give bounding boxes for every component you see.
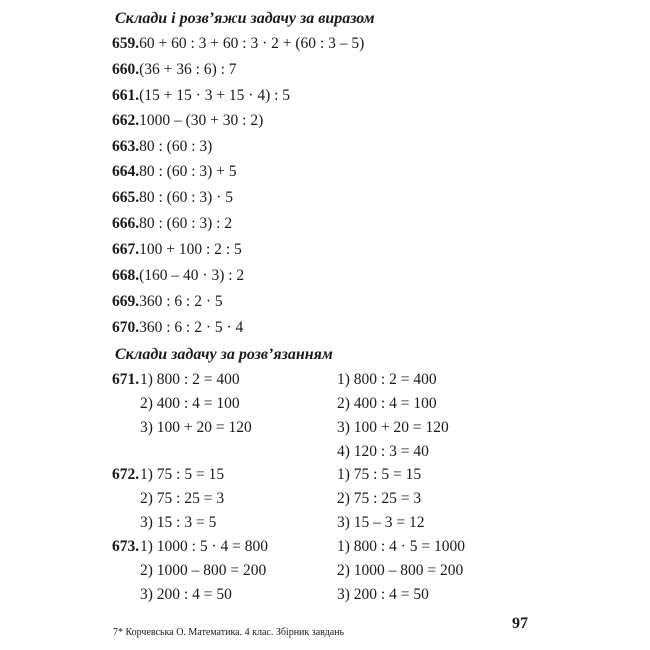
exercise-664 bbox=[112, 163, 237, 181]
exercise-672 bbox=[112, 466, 139, 484]
solution-step: 2) 400 : 4 = 100 bbox=[337, 395, 437, 412]
solution-step: 2) 1000 – 800 = 200 bbox=[140, 562, 267, 579]
solution-step: 2) 75 : 25 = 3 bbox=[337, 490, 422, 507]
solution-step: 4) 120 : 3 = 40 bbox=[337, 443, 429, 460]
exercise-number: 666. bbox=[112, 215, 140, 232]
exercise-number: 668. bbox=[112, 267, 140, 284]
exercise-668 bbox=[112, 267, 244, 285]
exercise-number: 662. bbox=[112, 112, 140, 129]
solution-step: 1) 75 : 5 = 15 bbox=[337, 466, 422, 483]
exercise-expression: 80 : (60 : 3) + 5 bbox=[139, 163, 237, 180]
exercise-number: 659. bbox=[112, 35, 140, 52]
exercise-666 bbox=[112, 215, 232, 233]
book-footer: 7* Корчевська О. Математика. 4 клас. Збірник завдань bbox=[113, 627, 345, 638]
exercise-expression: (36 + 36 : 6) : 7 bbox=[139, 61, 237, 78]
solution-step: 3) 200 : 4 = 50 bbox=[337, 586, 429, 603]
exercise-663 bbox=[112, 138, 212, 156]
section-heading-solve-by-expression: Склади і розв’яжи задачу за виразом bbox=[115, 10, 375, 27]
exercise-number: 665. bbox=[112, 189, 140, 206]
exercise-expression: 80 : (60 : 3) : 2 bbox=[139, 215, 233, 232]
exercise-number: 670. bbox=[112, 319, 140, 336]
exercise-671 bbox=[112, 371, 139, 389]
solution-step: 1) 800 : 2 = 400 bbox=[140, 371, 240, 388]
exercise-669 bbox=[112, 293, 223, 311]
page-number: 97 bbox=[512, 615, 528, 632]
exercise-662 bbox=[112, 112, 263, 130]
exercise-661 bbox=[112, 87, 290, 105]
exercise-number: 663. bbox=[112, 138, 140, 155]
solution-step: 2) 75 : 25 = 3 bbox=[140, 490, 225, 507]
exercise-number: 672. bbox=[112, 466, 140, 483]
exercise-673 bbox=[112, 538, 139, 556]
solution-step: 3) 15 – 3 = 12 bbox=[337, 514, 425, 531]
solution-step: 3) 100 + 20 = 120 bbox=[140, 419, 252, 436]
solution-step: 1) 75 : 5 = 15 bbox=[140, 466, 225, 483]
exercise-number: 673. bbox=[112, 538, 140, 555]
exercise-number: 669. bbox=[112, 293, 140, 310]
exercise-667 bbox=[112, 241, 242, 259]
exercise-number: 667. bbox=[112, 241, 140, 258]
exercise-665 bbox=[112, 189, 233, 207]
exercise-number: 671. bbox=[112, 371, 140, 388]
exercise-expression: 80 : (60 : 3) · 5 bbox=[139, 189, 233, 206]
exercise-expression: 80 : (60 : 3) bbox=[139, 138, 213, 155]
exercise-expression: 360 : 6 : 2 · 5 bbox=[139, 293, 223, 310]
exercise-expression: 100 + 100 : 2 : 5 bbox=[139, 241, 242, 258]
section-heading-compose-by-solution: Склади задачу за розв’язанням bbox=[115, 346, 333, 363]
exercise-670 bbox=[112, 319, 243, 337]
exercise-expression: 360 : 6 : 2 · 5 · 4 bbox=[139, 319, 244, 336]
solution-step: 1) 800 : 4 · 5 = 1000 bbox=[337, 538, 465, 555]
exercise-expression: 60 + 60 : 3 + 60 : 3 · 2 + (60 : 3 – 5) bbox=[139, 35, 365, 52]
exercise-659 bbox=[112, 35, 364, 53]
solution-step: 3) 200 : 4 = 50 bbox=[140, 586, 232, 603]
exercise-number: 661. bbox=[112, 87, 140, 104]
exercise-expression: (15 + 15 · 3 + 15 · 4) : 5 bbox=[139, 87, 291, 104]
solution-step: 3) 100 + 20 = 120 bbox=[337, 419, 449, 436]
exercise-expression: (160 – 40 · 3) : 2 bbox=[139, 267, 245, 284]
solution-step: 2) 400 : 4 = 100 bbox=[140, 395, 240, 412]
exercise-number: 664. bbox=[112, 163, 140, 180]
exercise-expression: 1000 – (30 + 30 : 2) bbox=[139, 112, 264, 129]
solution-step: 1) 800 : 2 = 400 bbox=[337, 371, 437, 388]
solution-step: 2) 1000 – 800 = 200 bbox=[337, 562, 464, 579]
solution-step: 1) 1000 : 5 · 4 = 800 bbox=[140, 538, 268, 555]
exercise-number: 660. bbox=[112, 61, 140, 78]
solution-step: 3) 15 : 3 = 5 bbox=[140, 514, 217, 531]
exercise-660 bbox=[112, 61, 237, 79]
